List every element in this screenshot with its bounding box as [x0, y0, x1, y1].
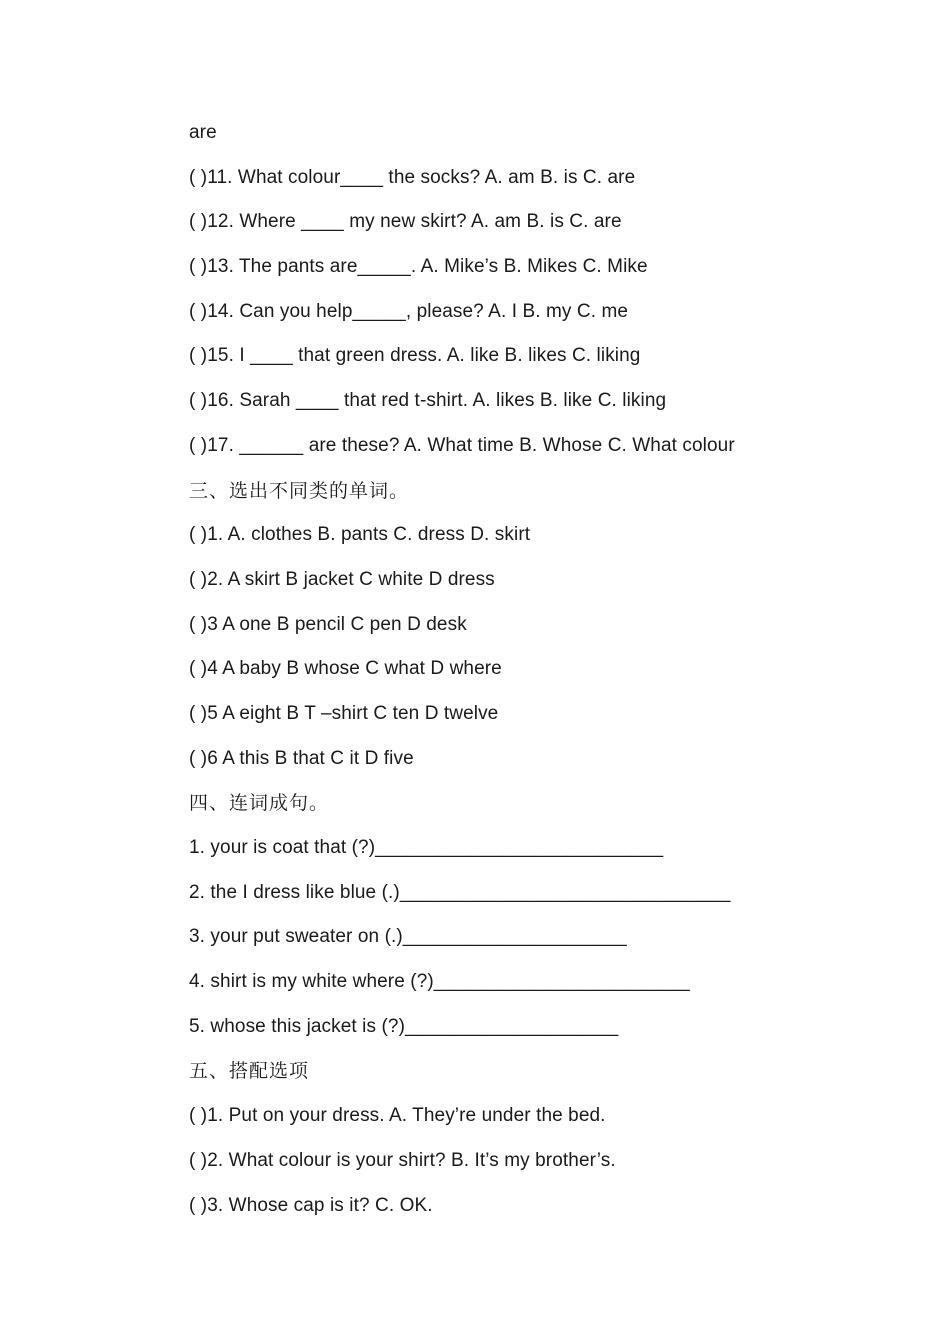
matching-2: ( )2. What colour is your shirt? B. It’s my brother’s.	[189, 1149, 616, 1171]
sentence-order-3: 3. your put sweater on (.)_____________________	[189, 926, 627, 948]
odd-one-out-1: ( )1. A. clothes B. pants C. dress D. skirt	[189, 524, 531, 546]
matching-3: ( )3. Whose cap is it? C. OK.	[189, 1194, 433, 1216]
question-13: ( )13. The pants are_____. A. Mike’s B. Mikes C. Mike	[189, 256, 648, 278]
section-3-heading: 三、选出不同类的单词。	[189, 479, 410, 502]
odd-one-out-4: ( )4 A baby B whose C what D where	[189, 658, 502, 680]
section-4-heading: 四、连词成句。	[189, 792, 330, 815]
question-16: ( )16. Sarah ____ that red t-shirt. A. likes B. like C. liking	[189, 390, 667, 412]
question-11: ( )11. What colour____ the socks? A. am B. is C. are	[189, 166, 636, 188]
text-line: are	[189, 122, 217, 143]
sentence-order-1: 1. your is coat that (?)___________________________	[189, 837, 664, 858]
question-15: ( )15. I ____ that green dress. A. like B. likes C. liking	[189, 345, 641, 367]
odd-one-out-2: ( )2. A skirt B jacket C white D dress	[189, 568, 495, 590]
odd-one-out-3: ( )3 A one B pencil C pen D desk	[189, 613, 467, 635]
sentence-order-4: 4. shirt is my white where (?)________________________	[189, 971, 690, 993]
matching-1: ( )1. Put on your dress. A. They’re under the bed.	[189, 1105, 606, 1127]
sentence-order-2: 2. the I dress like blue (.)_______________________________	[189, 881, 731, 903]
odd-one-out-5: ( )5 A eight B T –shirt C ten D twelve	[189, 702, 499, 724]
question-14: ( )14. Can you help_____, please? A. I B. my C. me	[189, 300, 629, 322]
question-12: ( )12. Where ____ my new skirt? A. am B. is C. are	[189, 211, 622, 233]
odd-one-out-6: ( )6 A this B that C it D five	[189, 747, 414, 769]
sentence-order-5: 5. whose this jacket is (?)____________________	[189, 1015, 619, 1037]
section-5-heading: 五、搭配选项	[189, 1060, 310, 1083]
worksheet-content	[189, 119, 829, 1236]
question-17: ( )17. ______ are these? A. What time B. Whose C. What colour	[189, 434, 735, 456]
